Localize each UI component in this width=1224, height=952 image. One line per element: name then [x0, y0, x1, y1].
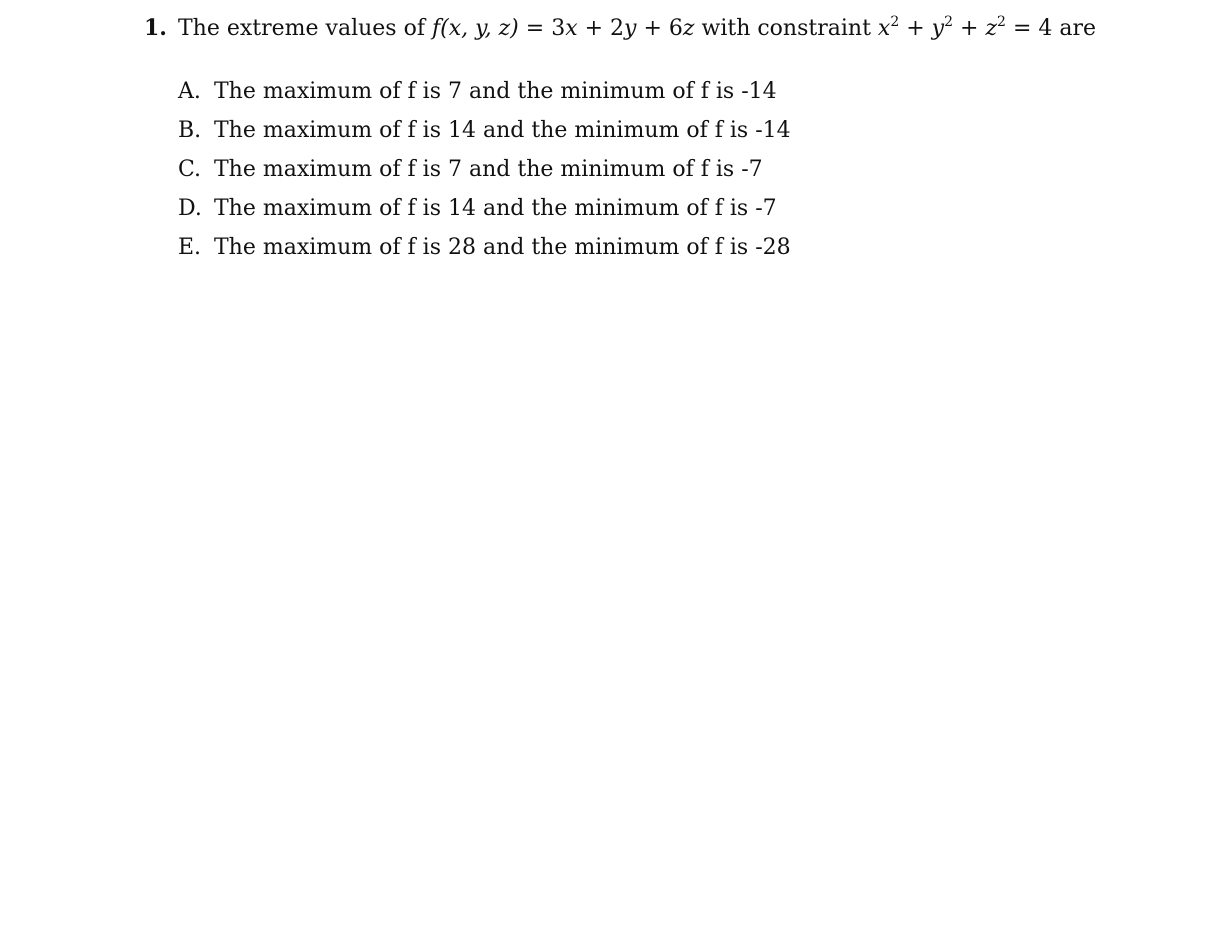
option-c[interactable]: [178, 150, 791, 189]
exponent-x: 2: [890, 14, 900, 30]
constraint-x: x: [877, 16, 891, 41]
function-args: (x, y, z): [440, 16, 519, 41]
option-text: The maximum of f is 14 and the minimum of f is -14: [214, 118, 791, 143]
plus-six: + 6: [636, 16, 683, 41]
constraint-plus-b: +: [953, 16, 986, 41]
question-stem: [144, 12, 1096, 45]
option-d[interactable]: [178, 189, 791, 228]
option-letter: B.: [178, 118, 202, 143]
option-text: The maximum of f is 7 and the minimum of f is -7: [214, 157, 763, 182]
constraint-expression: [878, 16, 1052, 41]
option-letter: D.: [178, 196, 202, 221]
var-y: y: [624, 16, 637, 41]
option-b[interactable]: [178, 111, 791, 150]
exponent-y: 2: [944, 14, 954, 30]
constraint-rhs: = 4: [1005, 16, 1053, 41]
var-x: x: [565, 16, 578, 41]
option-text: The maximum of f is 7 and the minimum of f is -14: [214, 79, 777, 104]
var-z: z: [682, 16, 695, 41]
option-text: The maximum of f is 28 and the minimum of f is -28: [214, 235, 791, 260]
function-name: f: [431, 16, 441, 41]
plus-two: + 2: [577, 16, 625, 41]
option-letter: A.: [178, 79, 201, 104]
question-number: 1.: [144, 15, 167, 41]
constraint-y: y: [931, 16, 945, 41]
function-equals: = 3: [518, 16, 566, 41]
constraint-z: z: [985, 16, 998, 41]
constraint-plus-a: +: [899, 16, 932, 41]
answer-options: [178, 72, 791, 267]
option-a[interactable]: [178, 72, 791, 111]
question-text-after: are: [1052, 16, 1097, 41]
option-letter: E.: [178, 235, 202, 260]
function-expression: [432, 16, 695, 41]
option-e[interactable]: [178, 228, 791, 267]
question-text-before: The extreme values of: [178, 16, 432, 41]
question-text-mid: with constraint: [694, 16, 878, 41]
exponent-z: 2: [997, 14, 1006, 30]
option-letter: C.: [178, 157, 202, 182]
option-text: The maximum of f is 14 and the minimum of f is -7: [214, 196, 777, 221]
